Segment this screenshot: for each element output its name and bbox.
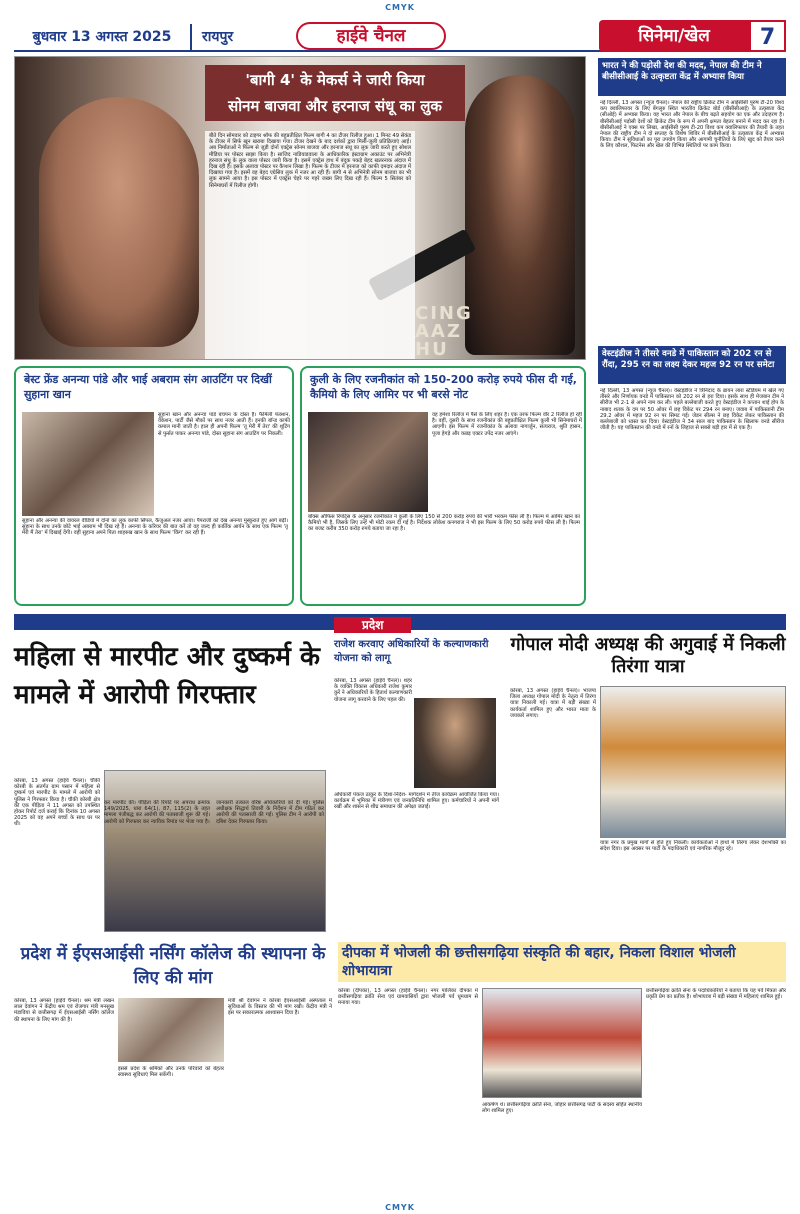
poster-text: CING AAZ HU <box>415 303 473 360</box>
welfare-body-2: अधिकारी पंकज ठाकुर के दिशा-निर्देश- मार्गदर्शन में तीज कार्यक्रम आयोजित किया गया। कार्यक्रम में भूमिका में मंत्रीगण एवं जनप्रतिनिधि शामिल हुए। कर्मचारियों ने अपनी मांगें रखीं और शासन से शीघ्र समाधान की अपेक्षा जताई। <box>334 792 499 811</box>
rajini-story <box>300 366 586 606</box>
nursing-body-2: इससे प्रदेश के श्रमिकों और उनके परिवारों को बेहतर स्वास्थ्य सुविधाएं मिल सकेंगी। <box>118 1066 224 1079</box>
nursing-headline: प्रदेश में ईएसआईसी नर्सिंग कॉलेज की स्थापना के लिए की मांग <box>20 944 326 988</box>
actress-with-gun-image <box>465 75 575 355</box>
tiranga-headline: गोपाल मोदी अध्यक्ष की अगुवाई में निकली तिरंगा यात्रा <box>510 634 786 677</box>
nursing-body-3: मंत्री श्री देवांगन ने कोरबा ईएसआईसी अस्पताल में सुविधाओं के विस्तार की भी मांग रखी। केंद्रीय मंत्री ने इस पर सकारात्मक आश्वासन दिया है। <box>228 998 332 1017</box>
section-band <box>14 614 786 630</box>
bhojli-headline: दीपका में भोजली की छत्तीसगढ़िया संस्कृति की बहार, निकला विशाल भोजली शोभायात्रा <box>338 942 786 982</box>
crime-body-1: कोरबा, 13 अगस्त (हाईवे चैनल)। चौकी कोरबी के अंतर्गत ग्राम पसान में महिला से दुष्कर्म एवं मारपीट के मामले में आरोपी को पुलिस ने गिरफ्तार किया है। चौकी कोरबी क्षेत्र की एक पीड़िता ने 11 अगस्त को उपस्थित होकर रिपोर्ट दर्ज कराई कि दिनांक 10 अगस्त 2025 को वह अपने बच्चों के साथ घर पर थी। <box>14 778 100 828</box>
band-label: प्रदेश <box>334 617 411 633</box>
tiranga-body-2: यात्रा नगर के प्रमुख मार्गों से होते हुए निकली। कार्यकर्ताओं ने हाथों में तिरंगा लेकर देशभक्ति का संदेश दिया। इस अवसर पर पार्टी के पदाधिकारी एवं नागरिक मौजूद रहे। <box>600 840 786 853</box>
nepal-headline: भारत ने की पड़ोसी देश की मदद, नेपाल की टीम ने बीसीसीआई के उत्कृष्टता केंद्र में अभ्यास किया <box>598 58 786 96</box>
section-title: सिनेमा/खेल <box>599 20 749 52</box>
welfare-body-1: कोरबा, 13 अगस्त (हाईवे चैनल)। शहर के व्यक्ति विकास अधिकारी राजेश कुमार कुरें ने अधिकारियों के हितार्थ कल्याणकारी योजना लागू करवाने के लिए पहल की। <box>334 678 412 703</box>
city-name: रायपुर <box>202 29 234 45</box>
crime-body-2: कर मारपीट की। पीड़िता की रिपोर्ट पर अपराध क्रमांक 149/2025, धारा 64(1), 87, 115(2) के तहत मामला पंजीबद्ध कर आरोपी की पतासाजी शुरू की गई। आरोपी को गिरफ्तार कर न्यायिक रिमांड पर भेजा गया है। <box>104 800 210 825</box>
bhojli-body-2: आकर्षण थे। छत्तीसगढ़िया क्रांति सेना, जोहार छत्तीसगढ़ पार्टी के सदस्य सहित स्थानीय लोग शामिल हुए। <box>482 1102 642 1115</box>
nursing-story <box>14 942 332 1204</box>
hero-headline <box>205 65 465 121</box>
nursing-body-1: कोरबा, 13 अगस्त (हाईवे चैनल)। श्रम मंत्री लखन लाल देवांगन ने केंद्रीय श्रम एवं रोजगार मंत्री मनसुख मंडाविया से छत्तीसगढ़ में ईएसआईसी नर्सिंग कॉलेज की स्थापना के लिए मांग की है। <box>14 998 114 1023</box>
ananya-story <box>14 366 294 606</box>
westindies-body: नई दिल्ली, 13 अगस्त (न्यूज चैनल)। वेस्टइंडीज ने त्रिनिदाद के ब्रायन लारा स्टेडियम में खेले गए तीसरे और निर्णायक वनडे में पाकिस्तान को 202 रन से हरा दिया। इसके साथ ही मेजबान टीम ने सीरीज भी 2-1 से अपने नाम कर ली। पहले बल्लेबाजी करते हुए वेस्टइंडीज ने कप्तान शाई होप के नाबाद शतक के दम पर 50 ओवर में छह विकेट पर 294 रन बनाए। जवाब में पाकिस्तानी टीम 29.2 ओवर में महज 92 रन पर सिमट गई। जेडन सील्स ने छह विकेट लेकर पाकिस्तान की बल्लेबाजी को ध्वस्त कर दिया। वेस्टइंडीज ने 34 साल बाद पाकिस्तान के खिलाफ वनडे सीरीज जीती है। यह पाकिस्तान की वनडे में रनों के लिहाज से सबसे बड़ी हार में से एक है। <box>600 388 784 432</box>
hero-headline-line2: सोनम बाजवा और हरनाज संधू का लुक <box>228 97 442 115</box>
welfare-headline: राजेश करवाए अधिकारियों के कल्याणकारी योजना को लागू <box>334 639 489 664</box>
bhojli-story <box>338 942 786 1204</box>
hero-story <box>14 56 586 360</box>
newspaper-logo: हाईवे चैनल <box>296 22 446 50</box>
hero-body: बीते दिन सोमवार को टाइगर श्रॉफ की बहुप्रतीक्षित फिल्म बागी 4 का टीजर रिलीज हुआ। 1 मिनट 49 सेकंड के टीजर में सिर्फ खून खराबा दिखाया गया। टीजर देखने के बाद दर्शकों द्वारा मिली-जुली प्रतिक्रियाएं आईं। अब निर्माताओं ने फिल्म से जुड़ी दोनों एक्ट्रेस सोनम बाजवा और हरनाज संधू का लुक जारी करते हुए सोशल मीडिया पर पोस्टर साझा किया है। साजिद नाडियाडवाला के आधिकारिक इंस्टाग्राम अकाउंट पर अभिनेत्री हरनाज संधू के लुक वाला पोस्टर जारी किया है। इसमें एक्ट्रेस हाथ में बंदूक पकड़े बेहद खतरनाक अंदाज में दिख रही हैं। इसके अलावा पोस्टर पर कैप्शन लिखा है। फिल्म के टीजर में हरनाज को काफी दमदार अंदाज में दिखाया गया है। इसमें वह बेहद एग्रेसिव लुक में नजर आ रही हैं। बागी 4 से अभिनेत्री सोनम बाजवा का भी लुक सामने आया है। इस पोस्टर में एक्ट्रेस चेहरे पर गहरे जख्म लिए दिख रही हैं। फिल्म 5 सितंबर को सिनेमाघरों में रिलीज होगी। <box>205 131 415 359</box>
crime-body-1-cont <box>14 780 100 930</box>
cmyk-mark: CMYK <box>385 3 415 12</box>
ananya-body-1: सुहाना खान और अनन्या पांडे बचपन के दोस्त हैं। फैमिली फंक्शन, वेकेशन, पार्टी जैसे मौकों पर साथ नजर आती हैं। इनकी बॉन्ड काफी कमाल मानी जाती है। हाल ही अपनी फिल्म 'तू मेरी मैं तेरा' की शूटिंग से फुर्सत पाकर अनन्या पांडे, दोस्त सुहाना संग आउटिंग पर निकलीं। <box>158 412 290 437</box>
procession-photo <box>482 988 642 1098</box>
ananya-body-2: सुहाना और अनन्या की वायरल वीडियो में दोनों का लुक काफी सिंपल, कैजुअल नजर आया। पैपराजी को देख अनन्या मुस्कुराते हुए आगे बढ़ीं। सुहाना के साथ उनके छोटे भाई अबराम भी दिख रहे हैं। अनन्या के करियर की बात करें तो वह जल्द ही कार्तिक आर्यन के साथ एक फिल्म 'तू मेरी मैं तेरा' में दिखाई देंगी। वहीं सुहाना अपने पिता शाहरुख खान के साथ फिल्म 'किंग' कर रही हैं। <box>22 518 288 537</box>
nepal-body: नई दिल्ली, 13 अगस्त (न्यूज चैनल)। नेपाल की राष्ट्रीय क्रिकेट टीम ने आईसीसी पुरुष टी-20 विश्व कप क्वालिफायर के लिए बेंगलुरु स्थित भारतीय क्रिकेट बोर्ड (बीसीसीआई) के उत्कृष्टता केंद्र (सीओई) में अभ्यास किया। यह भारत और नेपाल के बीच बढ़ते सहयोग का एक और उदाहरण है। बीसीसीआई पड़ोसी देशों को क्रिकेट टीम के रूप में अपनी क्षमता बेहतर बनाने में मदद कर रहा है। बीसीसीआई ने एक्स पर लिखा, आईसीसी पुरुष टी-20 विश्व कप क्वालिफायर की तैयारी के तहत नेपाल की राष्ट्रीय टीम ने दो सप्ताह के विशेष शिविर में बीसीसीआई के उत्कृष्टता केंद्र में अभ्यास किया। टीम ने सुविधाओं का पूरा उपयोग किया और आगामी चुनौतियों के लिए खुद को तैयार करने के लिए कौशल, फिटनेस और खेल की विभिन्न स्थितियों पर काम किया। <box>600 100 784 150</box>
page-number: 7 <box>749 20 786 52</box>
issue-date: बुधवार 13 अगस्त 2025 <box>14 24 192 50</box>
tiranga-body-1: कोरबा, 13 अगस्त (हाईवे चैनल)। भाजपा जिला अध्यक्ष गोपाल मोदी के नेतृत्व में तिरंगा यात्रा निकाली गई। यात्रा में बड़ी संख्या में कार्यकर्ता शामिल हुए और भारत माता के जयकारे लगाए। <box>510 688 596 719</box>
ananya-photo <box>22 412 154 516</box>
rajini-body-1: वह हमेशा रिलीज में पैसे के लिए शहर है। एक तरफ फिल्म वॉर 2 रिलीज हो रही है। वहीं, दूसरी के साथ रजनीकांत की बहुप्रतीक्षित फिल्म कुली भी सिनेमाघरों में आएगी। इस फिल्म में रजनीकांत के अलावा नागार्जुन, सत्यराज, श्रुति हासन, पूजा हेगड़े और कन्नड़ एक्टर उपेंद्र नजर आएंगे। <box>432 412 582 437</box>
bhojli-body-1: कोरबा (दीपका), 13 अगस्त (हाईवे चैनल)। नगर पालिका दीपका में छत्तीसगढ़िया क्रांति सेना एवं ग्रामवासियों द्वारा भोजली पर्व धूमधाम से मनाया गया। <box>338 988 478 1007</box>
crime-body-3: जानकारी तत्काल वरिष्ठ अधिकारियों को दी गई। पुलिस अधीक्षक सिद्धार्थ तिवारी के निर्देशन में टीम गठित कर आरोपी की पतासाजी की गई। पुलिस टीम ने आरोपी को दबिश देकर गिरफ्तार किया। <box>216 800 324 825</box>
crime-headline: महिला से मारपीट और दुष्कर्म के मामले में आरोपी गिरफ्तार <box>14 642 320 710</box>
cmyk-mark-bottom: CMYK <box>385 1203 415 1212</box>
rajini-photo <box>308 412 428 512</box>
westindies-headline: वेस्टइंडीज ने तीसरे वनडे में पाकिस्तान को 202 रन से रौंदा, 295 रन का लक्ष्य देकर महज 92 रन पर समेटा <box>598 346 786 384</box>
bhojli-body-3: छत्तीसगढ़िया क्रांति सेना के पदाधिकारियों ने बताया कि यह पर्व मित्रता और प्रकृति प्रेम का प्रतीक है। शोभायात्रा में बड़ी संख्या में महिलाएं शामिल हुईं। <box>646 988 786 1001</box>
tiranga-rally-photo <box>600 686 786 838</box>
officer-photo <box>414 698 496 788</box>
hero-headline-line1: 'बागी 4' के मेकर्स ने जारी किया <box>245 71 425 89</box>
ananya-headline: बेस्ट फ्रेंड अनन्या पांडे और भाई अबराम संग आउटिंग पर दिखीं सुहाना खान <box>24 373 272 401</box>
masthead <box>14 16 786 52</box>
rajini-body-2: बॉक्स ऑफिस रिपोर्ट्स के अनुसार रजनीकांत ने कुली के लिए 150 से 200 करोड़ रुपये की भारी भरकम फीस ली है। फिल्म में आमिर खान का कैमियो भी है, जिसके लिए उन्हें भी मोटी रकम दी गई है। निर्देशक लोकेश कनगराज ने भी इस फिल्म के लिए 50 करोड़ रुपये फीस ली है। फिल्म का बजट करीब 350 करोड़ रुपये बताया जा रहा है। <box>308 514 580 533</box>
rajini-headline: कुली के लिए रजनीकांत को 150-200 करोड़ रुपये फीस दी गई, कैमियो के लिए आमिर पर भी बरसे नोट <box>310 373 577 401</box>
meeting-photo <box>118 998 224 1062</box>
actress-portrait-image <box>39 97 199 347</box>
